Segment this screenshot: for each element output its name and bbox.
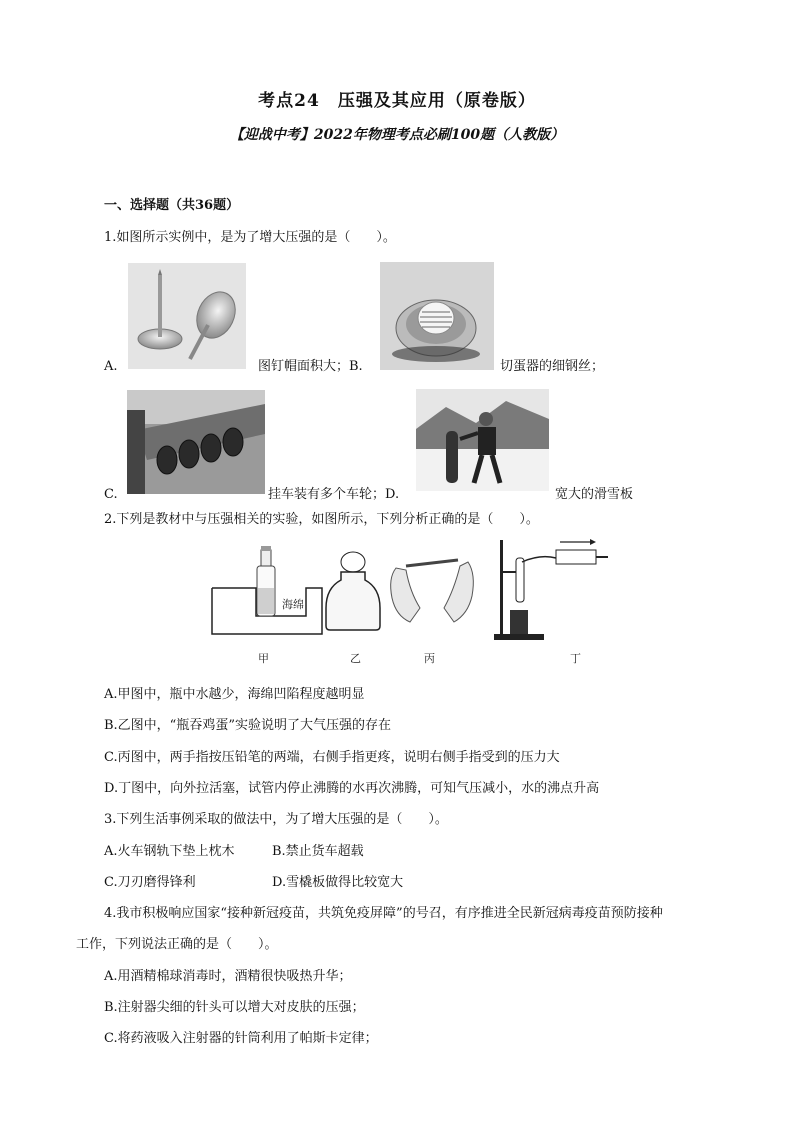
figure-label-bing: 丙 (424, 652, 435, 665)
page-title: 考点24 压强及其应用（原卷版） (258, 91, 536, 111)
q1-option-a-text: 图钉帽面积大；B. (258, 359, 363, 374)
q3-option-a: A.火车钢轨下垫上枕木 (104, 844, 235, 859)
q4-option-c: C.将药液吸入注射器的针筒利用了帕斯卡定律； (104, 1031, 378, 1046)
thumbtack-photo (128, 263, 246, 369)
q2-option-a: A.甲图中，瓶中水越少，海绵凹陷程度越明显 (104, 687, 365, 702)
q4-stem-line1: 4.我市积极响应国家“接种新冠疫苗，共筑免疫屏障”的号召，有序推进全民新冠病毒疫苗预防接种 (104, 906, 663, 921)
q1-option-b-text: 切蛋器的细钢丝； (500, 359, 605, 374)
q3-option-b: B.禁止货车超载 (272, 844, 364, 859)
figure-label-jia: 甲 (258, 652, 269, 665)
egg-slicer-photo (380, 262, 494, 370)
q1-option-c-text: 挂车装有多个车轮；D. (268, 487, 400, 502)
q1-option-d-text: 宽大的滑雪板 (555, 487, 634, 502)
figure-label-yi: 乙 (350, 652, 361, 665)
section-heading: 一、选择题（共36题） (104, 198, 240, 213)
q2-option-b: B.乙图中，“瓶吞鸡蛋”实验说明了大气压强的存在 (104, 718, 391, 733)
figure-label-ding: 丁 (570, 652, 581, 665)
experiment-diagram (210, 538, 610, 668)
trailer-photo (127, 390, 265, 494)
q1-option-a-label: A. (104, 359, 118, 374)
sponge-label: 海绵 (282, 598, 304, 611)
q3-stem: 3.下列生活事例采取的做法中，为了增大压强的是（ ）。 (104, 812, 448, 827)
page-subtitle: 【迎战中考】2022年物理考点必刷100题（人教版） (229, 127, 565, 143)
q4-option-b: B.注射器尖细的针头可以增大对皮肤的压强； (104, 1000, 365, 1015)
q3-option-d: D.雪橇板做得比较宽大 (272, 875, 404, 890)
snowboard-photo (416, 389, 549, 491)
q2-option-c: C.丙图中，两手指按压铅笔的两端，右侧手指更疼，说明右侧手指受到的压力大 (104, 750, 560, 765)
q2-stem: 2.下列是教材中与压强相关的实验，如图所示，下列分析正确的是（ ）。 (104, 512, 539, 527)
q4-stem-line2: 工作，下列说法正确的是（ ）。 (76, 937, 278, 952)
q2-option-d: D.丁图中，向外拉活塞，试管内停止沸腾的水再次沸腾，可知气压减小，水的沸点升高 (104, 781, 600, 796)
q4-option-a: A.用酒精棉球消毒时，酒精很快吸热升华； (104, 969, 352, 984)
q3-option-c: C.刀刃磨得锋利 (104, 875, 196, 890)
q1-stem: 1.如图所示实例中，是为了增大压强的是（ ）。 (104, 230, 396, 245)
q1-option-c-label: C. (104, 487, 118, 502)
q2-figure (210, 538, 610, 668)
